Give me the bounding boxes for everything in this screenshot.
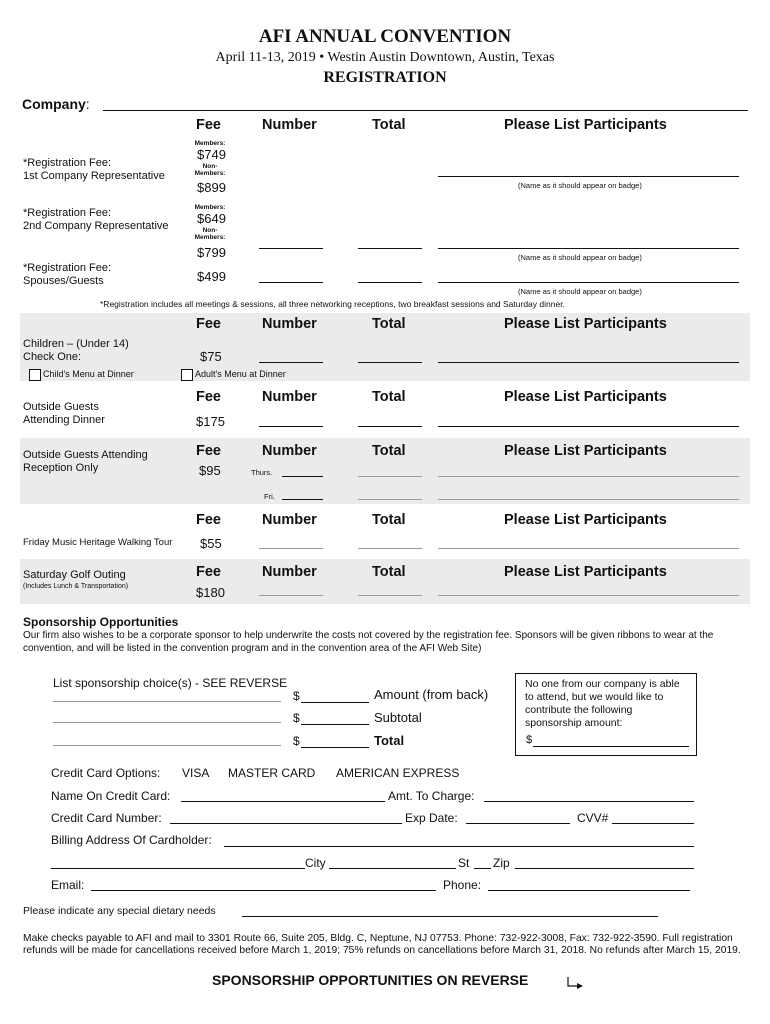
golf-number-field[interactable] <box>259 595 323 596</box>
col-number: Number <box>262 316 317 332</box>
col-total: Total <box>372 564 406 580</box>
phone-label: Phone: <box>443 878 482 892</box>
col-total: Total <box>372 443 406 459</box>
cc-options-label: Credit Card Options: <box>51 766 161 780</box>
phone-field[interactable] <box>488 890 690 891</box>
email-field[interactable] <box>91 890 436 891</box>
col-total: Total <box>372 117 406 133</box>
subtotal-label: Subtotal <box>374 710 422 725</box>
sponsor-choice-1-field[interactable] <box>53 701 281 702</box>
sponsorship-heading: Sponsorship Opportunities <box>23 615 179 629</box>
sponsor-choice-3-field[interactable] <box>53 745 281 746</box>
registration-footnote: *Registration includes all meetings & sessions, all three networking receptions, two breakfast sessions and Saturday dinner. <box>100 299 565 309</box>
reg3-total-field[interactable] <box>358 282 422 283</box>
city-label: City <box>305 856 326 870</box>
reg2-member-fee: $649 <box>197 211 226 226</box>
city-field[interactable] <box>329 868 456 869</box>
col-number: Number <box>262 564 317 580</box>
outside-dinner-fee: $175 <box>196 414 225 429</box>
card-number-label: Credit Card Number: <box>51 811 162 825</box>
state-field[interactable] <box>474 868 491 869</box>
golf-total-field[interactable] <box>358 595 422 596</box>
reverse-notice: SPONSORSHIP OPPORTUNITIES ON REVERSE <box>212 972 529 988</box>
contribution-dollar: $ <box>526 734 533 746</box>
checks-refund-text: Make checks payable to AFI and mail to 3301 Route 66, Suite 205, Bldg. C, Neptune, NJ 07753. Phone: 732-922-3008, Fax: 732-922-3590. Full registration refunds will be made for cancellations received before March 1, 2019; 75% refunds on cancellations before March 31, 2018. No refunds after March 15, 2019. <box>23 933 741 956</box>
cvv-label: CVV# <box>577 811 609 825</box>
col-participants: Please List Participants <box>504 316 667 332</box>
company-field[interactable] <box>103 110 748 111</box>
exp-date-label: Exp Date: <box>405 811 458 825</box>
form-title: AFI ANNUAL CONVENTION <box>258 26 512 47</box>
nonmembers-tag: Non- Members: <box>194 227 226 241</box>
golf-participant-field[interactable] <box>438 595 739 596</box>
children-fee: $75 <box>200 349 222 364</box>
sponsorship-text: Our firm also wishes to be a corporate sponsor to help underwrite the costs not covered by the registration fee. Sponsors will be given ribbons to wear at the convention, and will be listed in the convention program and in the convention area of the AFI Web Site) <box>23 630 714 654</box>
col-fee: Fee <box>196 443 221 459</box>
event-date-location: April 11-13, 2019 • Westin Austin Downtown, Austin, Texas <box>215 50 555 65</box>
golf-sub-label: (Includes Lunch & Transportation) <box>23 583 129 590</box>
reg3-participant-field[interactable] <box>438 282 739 283</box>
address-line-2-field[interactable] <box>51 868 305 869</box>
name-on-card-field[interactable] <box>181 801 385 802</box>
col-number: Number <box>262 443 317 459</box>
contribution-text: No one from our company is able to attend, but we would like to contribute the following sponsorship amount: <box>525 678 680 729</box>
fri-participant-field[interactable] <box>438 499 739 500</box>
col-participants: Please List Participants <box>504 512 667 528</box>
reg2-total-field[interactable] <box>358 248 422 249</box>
reg1-participant-field[interactable] <box>438 176 739 177</box>
reg2-participant-field[interactable] <box>438 248 739 249</box>
state-label: St <box>458 856 470 870</box>
badge-note: (Name as it should appear on badge) <box>518 287 642 296</box>
outside-dinner-number-field[interactable] <box>259 426 323 427</box>
walking-tour-fee: $55 <box>200 536 222 551</box>
badge-note: (Name as it should appear on badge) <box>518 253 642 262</box>
amex-option[interactable]: AMERICAN EXPRESS <box>336 766 460 780</box>
col-fee: Fee <box>196 117 221 133</box>
col-total: Total <box>372 512 406 528</box>
sponsor-list-label: List sponsorship choice(s) - SEE REVERSE <box>53 676 288 690</box>
children-participant-field[interactable] <box>438 362 739 363</box>
col-participants: Please List Participants <box>504 389 667 405</box>
contribution-amount-field[interactable] <box>533 746 689 747</box>
visa-option[interactable]: VISA <box>182 766 210 780</box>
thurs-label: Thurs. <box>251 468 273 477</box>
reg2-label: *Registration Fee: 2nd Company Representative <box>23 207 169 232</box>
mastercard-option[interactable]: MASTER CARD <box>228 766 316 780</box>
thurs-total-field[interactable] <box>358 476 422 477</box>
fri-number-field[interactable] <box>282 499 323 500</box>
amount-label: Amount (from back) <box>374 687 489 702</box>
total-label: Total <box>374 733 405 748</box>
badge-note: (Name as it should appear on badge) <box>518 181 642 190</box>
thurs-number-field[interactable] <box>282 476 323 477</box>
col-participants: Please List Participants <box>504 443 667 459</box>
col-number: Number <box>262 512 317 528</box>
members-tag: Members: <box>194 204 226 211</box>
zip-field[interactable] <box>515 868 694 869</box>
reg1-member-fee: $749 <box>197 147 226 162</box>
children-label: Children – (Under 14) Check One: <box>23 338 129 363</box>
walking-tour-label: Friday Music Heritage Walking Tour <box>23 537 173 548</box>
outside-dinner-label: Outside Guests Attending Dinner <box>23 401 105 426</box>
children-number-field[interactable] <box>259 362 323 363</box>
total-dollar: $ <box>293 734 300 748</box>
sponsor-choice-2-field[interactable] <box>53 722 281 723</box>
walking-participant-field[interactable] <box>438 548 739 549</box>
billing-address-field[interactable] <box>224 846 694 847</box>
walking-total-field[interactable] <box>358 548 422 549</box>
outside-reception-fee: $95 <box>199 463 221 478</box>
col-participants: Please List Participants <box>504 564 667 580</box>
amt-to-charge-field[interactable] <box>484 801 694 802</box>
section-title: REGISTRATION <box>323 69 447 86</box>
subtotal-dollar: $ <box>293 711 300 725</box>
col-participants: Please List Participants <box>504 117 667 133</box>
dietary-field[interactable] <box>242 916 658 917</box>
col-number: Number <box>262 117 317 133</box>
dietary-label: Please indicate any special dietary needs <box>23 905 216 917</box>
children-total-field[interactable] <box>358 362 422 363</box>
fri-label: Fri. <box>264 492 275 501</box>
col-fee: Fee <box>196 564 221 580</box>
amount-field[interactable] <box>301 702 369 703</box>
golf-label: Saturday Golf Outing <box>23 569 126 581</box>
reg3-number-field[interactable] <box>259 282 323 283</box>
members-tag: Members: <box>194 140 226 147</box>
col-fee: Fee <box>196 512 221 528</box>
name-on-card-label: Name On Credit Card: <box>51 789 171 803</box>
reg1-nonmember-fee: $899 <box>197 180 226 195</box>
nonmembers-tag: Non- Members: <box>194 163 226 177</box>
col-total: Total <box>372 316 406 332</box>
col-total: Total <box>372 389 406 405</box>
cvv-field[interactable] <box>612 823 694 824</box>
thurs-participant-field[interactable] <box>438 476 739 477</box>
walking-number-field[interactable] <box>259 548 323 549</box>
zip-label: Zip <box>493 856 510 870</box>
adults-menu-checkbox[interactable] <box>181 369 193 381</box>
company-label: Company: <box>22 96 90 112</box>
reg1-label: *Registration Fee: 1st Company Representative <box>23 157 165 182</box>
outside-dinner-total-field[interactable] <box>358 426 422 427</box>
amount-dollar: $ <box>293 689 300 703</box>
outside-reception-label: Outside Guests Attending Reception Only <box>23 449 148 474</box>
col-fee: Fee <box>196 316 221 332</box>
reg2-nonmember-fee: $799 <box>197 245 226 260</box>
fri-total-field[interactable] <box>358 499 422 500</box>
turn-page-arrow-icon <box>566 976 584 990</box>
card-number-field[interactable] <box>170 823 402 824</box>
total-field[interactable] <box>301 747 369 748</box>
amt-to-charge-label: Amt. To Charge: <box>388 789 475 803</box>
reg3-label: *Registration Fee: Spouses/Guests <box>23 262 112 287</box>
col-number: Number <box>262 389 317 405</box>
adults-menu-label: Adult's Menu at Dinner <box>195 369 286 379</box>
billing-label: Billing Address Of Cardholder: <box>51 833 212 847</box>
childs-menu-checkbox[interactable] <box>29 369 41 381</box>
reg3-fee: $499 <box>197 269 226 284</box>
email-label: Email: <box>51 878 85 892</box>
childs-menu-label: Child's Menu at Dinner <box>43 369 134 379</box>
golf-fee: $180 <box>196 585 225 600</box>
subtotal-field[interactable] <box>301 724 369 725</box>
col-fee: Fee <box>196 389 221 405</box>
exp-date-field[interactable] <box>466 823 570 824</box>
outside-dinner-participant-field[interactable] <box>438 426 739 427</box>
reg2-number-field[interactable] <box>259 248 323 249</box>
